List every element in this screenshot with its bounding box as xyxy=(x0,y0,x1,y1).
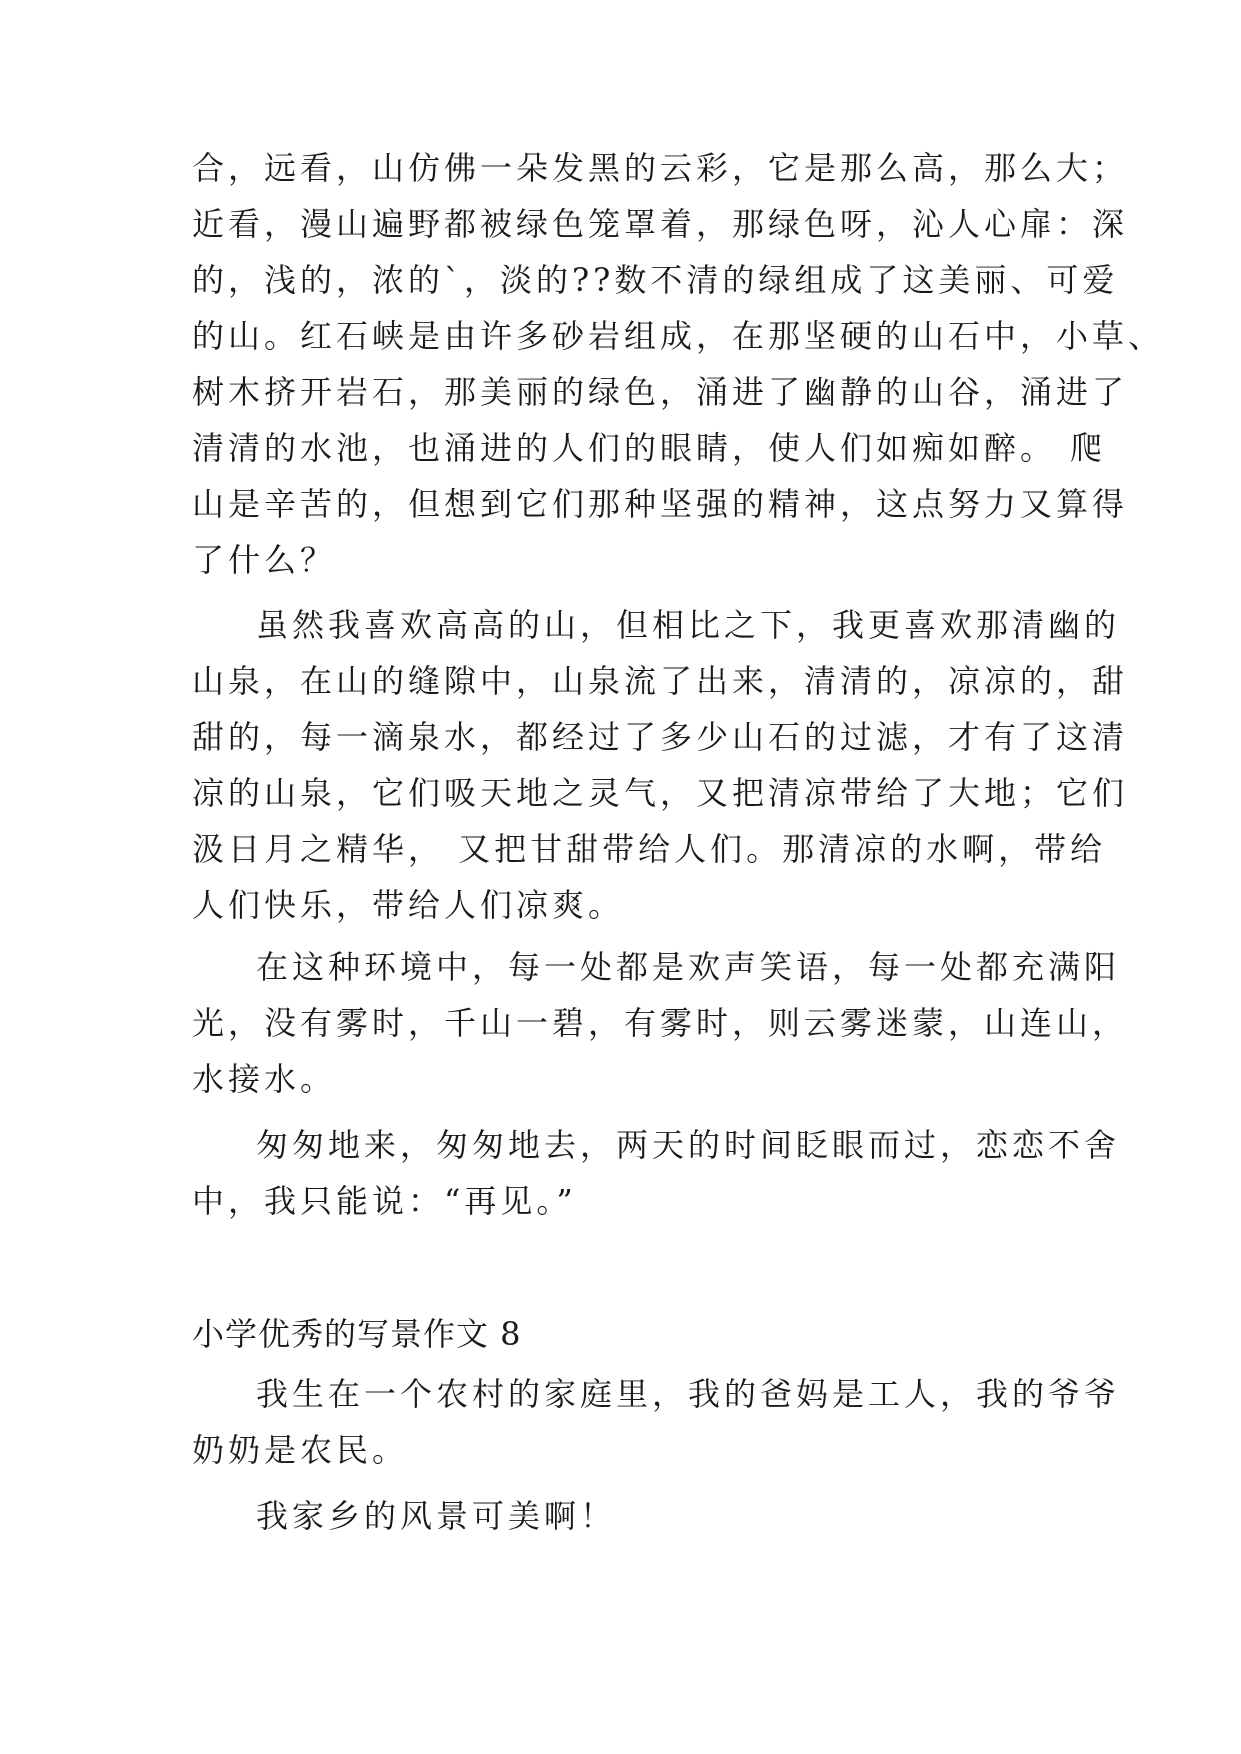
text-line: 光，没有雾时，千山一碧，有雾时，则云雾迷蒙，山连山， xyxy=(192,1004,1129,1042)
paragraph-start-line: 我生在一个农村的家庭里，我的爸妈是工人，我的爷爷 xyxy=(256,1375,1121,1413)
text-line: 中，我只能说：“再见。” xyxy=(192,1182,577,1220)
text-line: 的，浅的，浓的`，淡的??数不清的绿组成了这美丽、可爱 xyxy=(192,261,1119,299)
text-line: 汲日月之精华， 又把甘甜带给人们。那清凉的水啊，带给 xyxy=(192,830,1107,868)
paragraph-start-line: 我家乡的风景可美啊！ xyxy=(256,1497,617,1535)
text-line: 合，远看，山仿佛一朵发黑的云彩，它是那么高，那么大； xyxy=(192,149,1129,187)
text-line: 凉的山泉，它们吸天地之灵气，又把清凉带给了大地；它们 xyxy=(192,774,1129,812)
paragraph-start-line: 在这种环境中，每一处都是欢声笑语，每一处都充满阳 xyxy=(256,948,1121,986)
text-line: 奶奶是农民。 xyxy=(192,1431,409,1469)
text-line: 甜的，每一滴泉水，都经过了多少山石的过滤，才有了这清 xyxy=(192,718,1129,756)
paragraph-start-line: 虽然我喜欢高高的山，但相比之下，我更喜欢那清幽的 xyxy=(256,606,1121,644)
text-line: 树木挤开岩石，那美丽的绿色，涌进了幽静的山谷，涌进了 xyxy=(192,373,1129,411)
text-line: 人们快乐，带给人们凉爽。 xyxy=(192,886,625,924)
text-line: 的山。红石峡是由许多砂岩组成，在那坚硬的山石中，小草、 xyxy=(192,317,1165,355)
text-line: 山泉，在山的缝隙中，山泉流了出来，清清的，凉凉的，甜 xyxy=(192,662,1129,700)
section-heading: 小学优秀的写景作文 8 xyxy=(192,1315,522,1353)
paragraph-start-line: 匆匆地来，匆匆地去，两天的时间眨眼而过，恋恋不舍 xyxy=(256,1126,1121,1164)
text-line: 了什么？ xyxy=(192,541,337,579)
text-line: 山是辛苦的，但想到它们那种坚强的精神，这点努力又算得 xyxy=(192,485,1129,523)
text-line: 水接水。 xyxy=(192,1060,337,1098)
text-line: 清清的水池，也涌进的人们的眼睛，使人们如痴如醉。 爬 xyxy=(192,429,1107,467)
text-line: 近看，漫山遍野都被绿色笼罩着，那绿色呀，沁人心扉：深 xyxy=(192,205,1129,243)
